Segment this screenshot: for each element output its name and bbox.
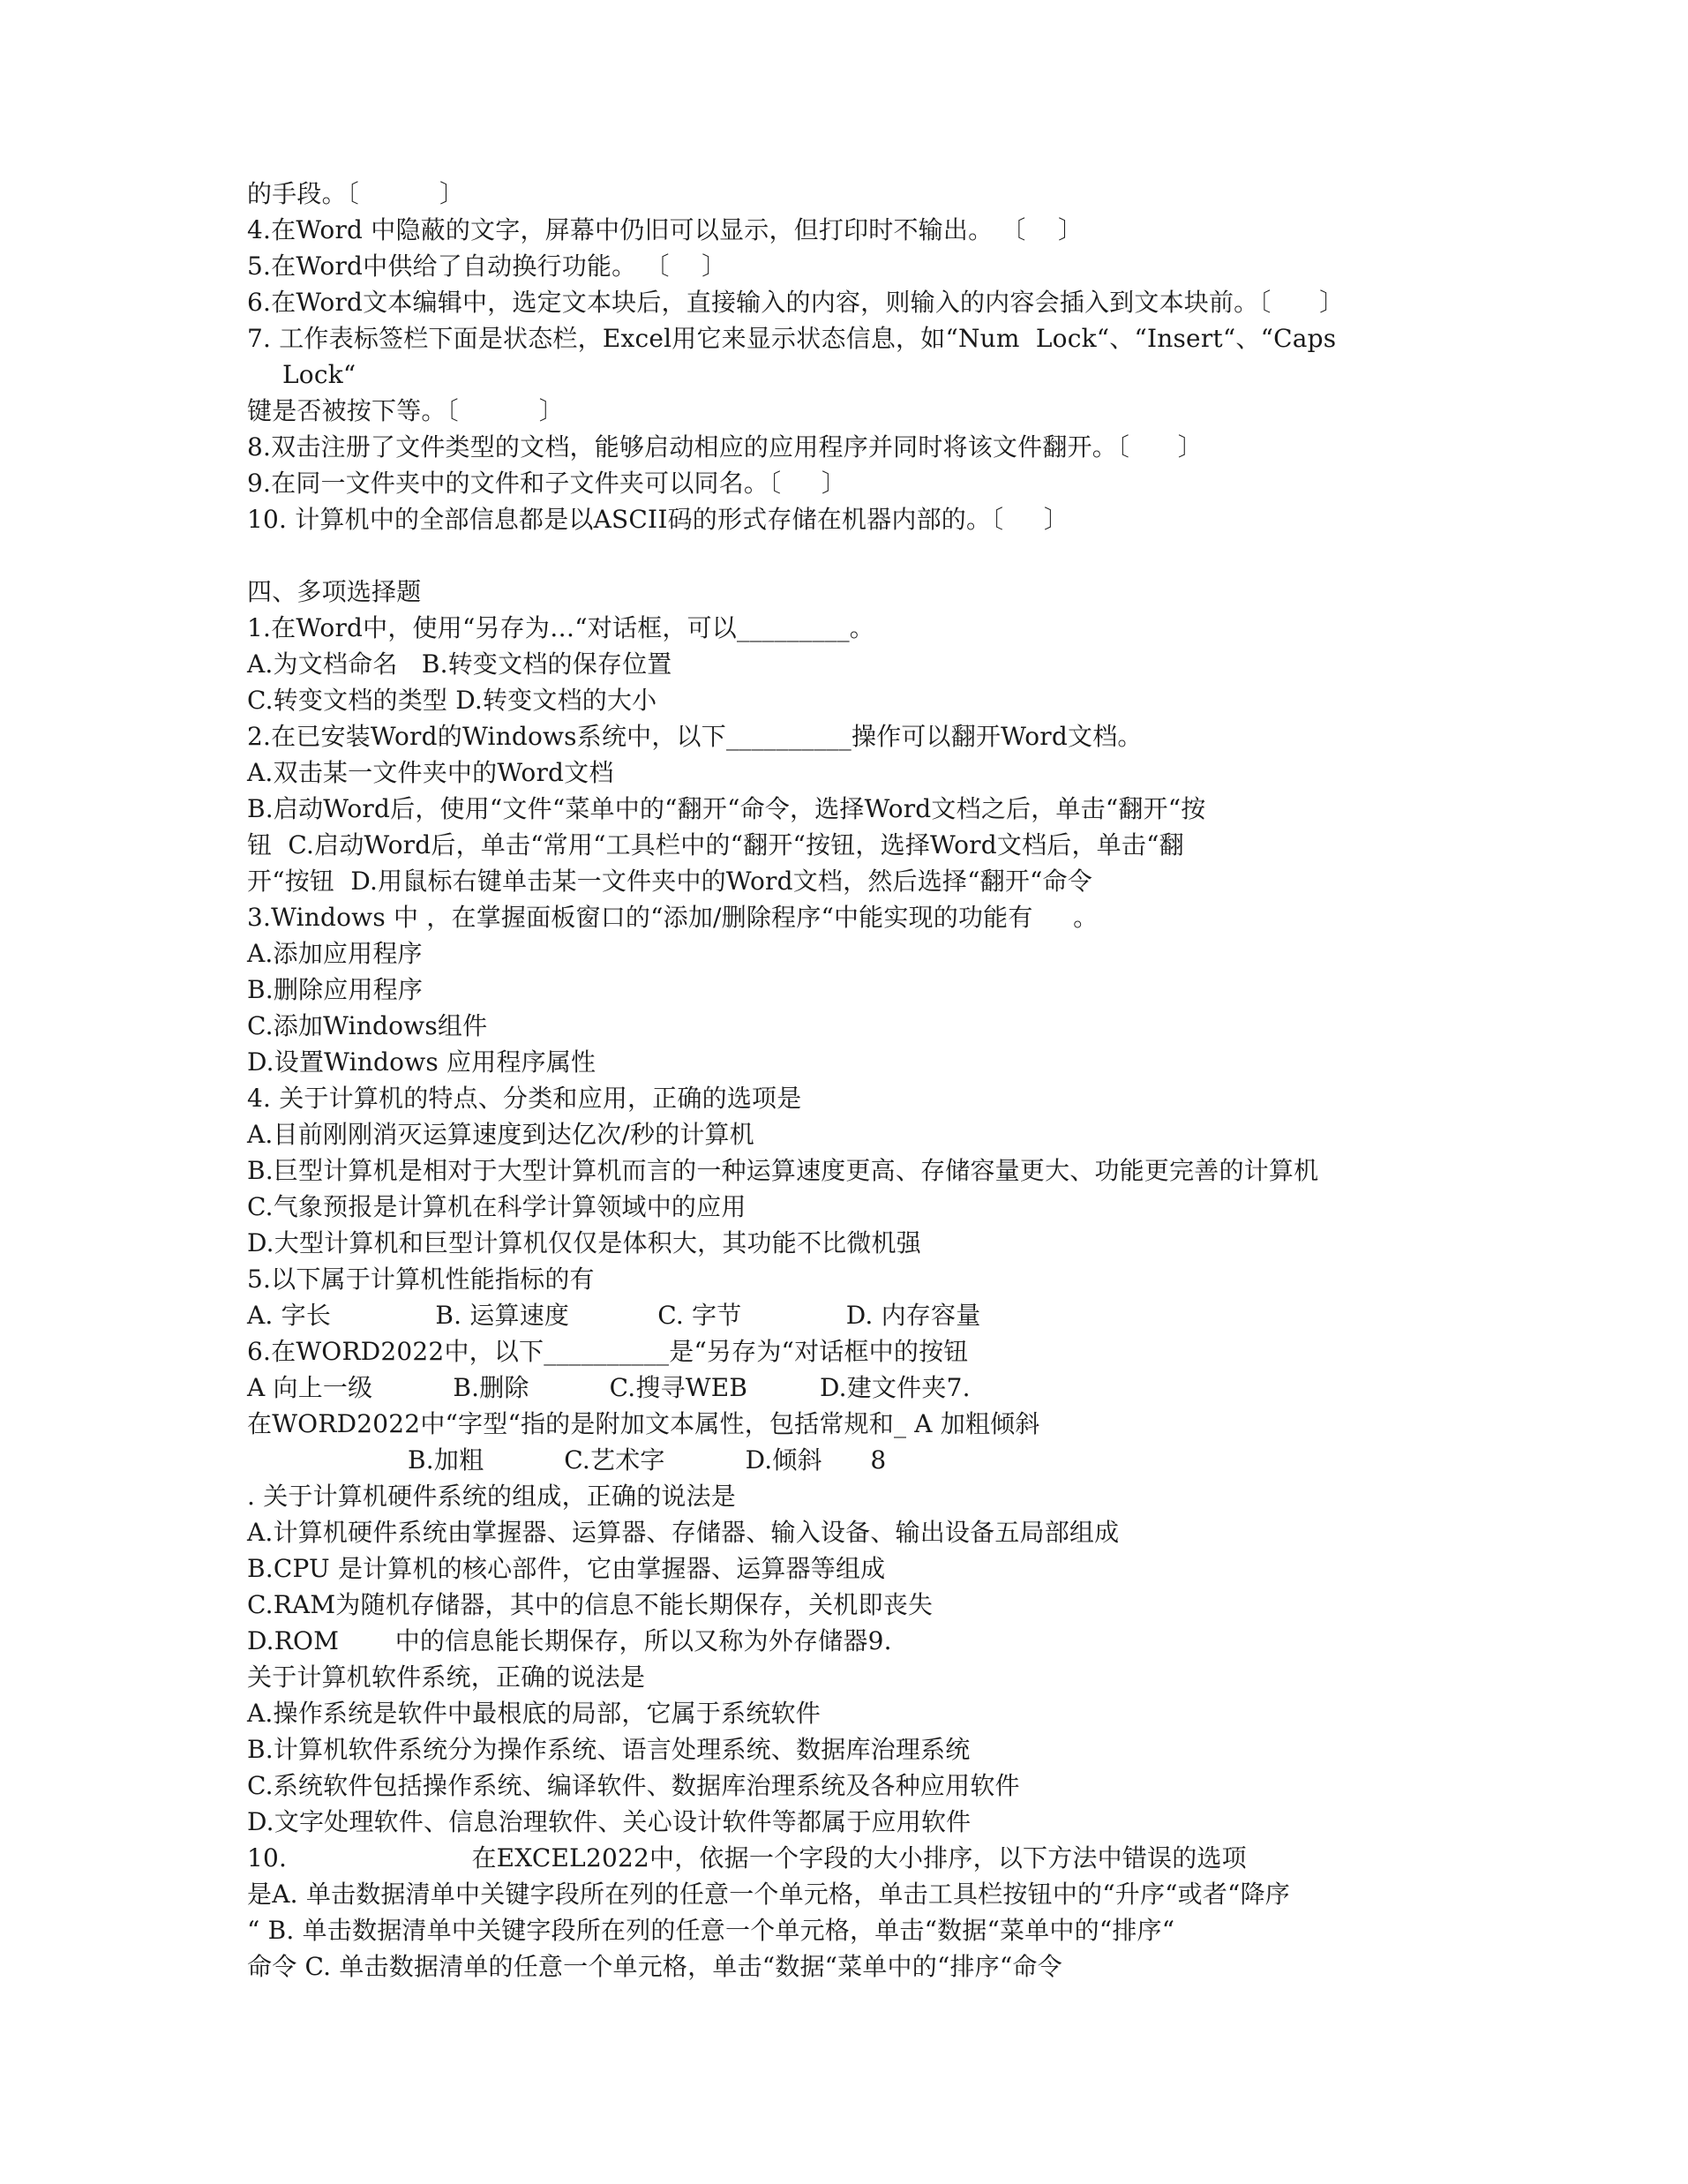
option-line: B.巨型计算机是相对于大型计算机而言的一种运算速度更高、存储容量更大、功能更完善的计算机 <box>247 1156 1319 1185</box>
option-line: A.目前刚刚消灭运算速度到达亿次/秒的计算机 <box>247 1120 754 1149</box>
option-line: B.CPU 是计算机的核心部件，它由掌握器、运算器等组成 <box>247 1554 886 1583</box>
true-false-question-6: 6.在Word文本编辑中，选定文本块后，直接输入的内容，则输入的内容会插入到文本块前。〔 〕 <box>247 288 1345 317</box>
option-line: A.添加应用程序 <box>247 939 423 968</box>
text-line: 的手段。〔 〕 <box>247 179 465 208</box>
multi-choice-question-1: 1.在Word中，使用“另存为…“对话框，可以_________。 <box>247 613 874 642</box>
option-line: B.启动Word后，使用“文件“菜单中的“翻开“命令，选择Word文档之后，单击“翻开“按 <box>247 794 1206 823</box>
text-line: Lock“ <box>282 360 356 389</box>
true-false-question-7: 7. 工作表标签栏下面是状态栏，Excel用它来显示状态信息，如“Num Lock“、“Insert“、“Caps <box>247 324 1337 353</box>
option-line: C.添加Windows组件 <box>247 1011 488 1040</box>
option-line: 是A. 单击数据清单中关键字段所在列的任意一个单元格，单击工具栏按钮中的“升序“或者“降序 <box>247 1880 1290 1909</box>
true-false-question-10: 10. 计算机中的全部信息都是以ASCII码的形式存储在机器内部的。〔 〕 <box>247 505 1069 534</box>
option-line: D.ROM 中的信息能长期保存，所以又称为外存储器9. <box>247 1626 892 1655</box>
section-heading: 四、多项选择题 <box>247 577 422 606</box>
multi-choice-question-8: . 关于计算机硬件系统的组成，正确的说法是 <box>247 1482 737 1511</box>
multi-choice-question-7: 在WORD2022中“字型“指的是附加文本属性，包括常规和_ A 加粗倾斜 <box>247 1409 1040 1438</box>
option-line: A.操作系统是软件中最根底的局部，它属于系统软件 <box>247 1699 821 1728</box>
option-line: B.计算机软件系统分为操作系统、语言处理系统、数据库治理系统 <box>247 1735 971 1764</box>
option-line: B.删除应用程序 <box>247 975 424 1004</box>
option-line: A.为文档命名 B.转变文档的保存位置 <box>247 649 672 679</box>
true-false-question-5: 5.在Word中供给了自动换行功能。 〔 〕 <box>247 251 727 281</box>
multi-choice-question-4: 4. 关于计算机的特点、分类和应用，正确的选项是 <box>247 1084 802 1113</box>
option-line: D.大型计算机和巨型计算机仅仅是体积大，其功能不比微机强 <box>247 1228 921 1257</box>
option-line: C.气象预报是计算机在科学计算领域中的应用 <box>247 1192 746 1221</box>
option-line: “ B. 单击数据清单中关键字段所在列的任意一个单元格，单击“数据“菜单中的“排序“ <box>247 1916 1175 1945</box>
option-line: A.计算机硬件系统由掌握器、运算器、存储器、输入设备、输出设备五局部组成 <box>247 1518 1120 1547</box>
multi-choice-question-9: 关于计算机软件系统，正确的说法是 <box>247 1662 646 1692</box>
multi-choice-question-10: 10. 在EXCEL2022中，依据一个字段的大小排序，以下方法中错误的选项 <box>247 1843 1247 1873</box>
multi-choice-question-3: 3.Windows 中 ，在掌握面板窗口的“添加/删除程序“中能实现的功能有 。 <box>247 903 1099 932</box>
true-false-question-8: 8.双击注册了文件类型的文档，能够启动相应的应用程序并同时将该文件翻开。〔 〕 <box>247 432 1203 462</box>
option-line: 钮 C.启动Word后，单击“常用“工具栏中的“翻开“按钮，选择Word文档后，单击“翻 <box>247 830 1184 859</box>
option-line: A.双击某一文件夹中的Word文档 <box>247 758 614 787</box>
option-line: A. 字长 B. 运算速度 C. 字节 D. 内存容量 <box>247 1301 981 1330</box>
option-line: A 向上一级 B.删除 C.搜寻WEB D.建文件夹7. <box>247 1373 971 1402</box>
multi-choice-question-6: 6.在WORD2022中，以下__________是“另存为“对话框中的按钮 <box>247 1337 969 1366</box>
option-line: D.文字处理软件、信息治理软件、关心设计软件等都属于应用软件 <box>247 1807 972 1836</box>
option-line: B.加粗 C.艺术字 D.倾斜 8 <box>247 1445 887 1475</box>
true-false-question-9: 9.在同一文件夹中的文件和子文件夹可以同名。〔 〕 <box>247 469 847 498</box>
option-line: C.RAM为随机存储器，其中的信息不能长期保存，关机即丧失 <box>247 1590 934 1619</box>
option-line: 命令 C. 单击数据清单的任意一个单元格，单击“数据“菜单中的“排序“命令 <box>247 1952 1062 1981</box>
multi-choice-question-5: 5.以下属于计算机性能指标的有 <box>247 1265 595 1294</box>
text-line: 键是否被按下等。〔 〕 <box>247 396 565 425</box>
option-line: 开“按钮 D.用鼠标右键单击某一文件夹中的Word文档，然后选择“翻开“命令 <box>247 867 1092 896</box>
multi-choice-question-2: 2.在已安装Word的Windows系统中，以下__________操作可以翻开Word文档。 <box>247 722 1143 751</box>
option-line: D.设置Windows 应用程序属性 <box>247 1047 596 1077</box>
true-false-question-4: 4.在Word 中隐蔽的文字，屏幕中仍旧可以显示，但打印时不输出。 〔 〕 <box>247 215 1084 244</box>
option-line: C.转变文档的类型 D.转变文档的大小 <box>247 686 657 715</box>
option-line: C.系统软件包括操作系统、编译软件、数据库治理系统及各种应用软件 <box>247 1771 1020 1800</box>
